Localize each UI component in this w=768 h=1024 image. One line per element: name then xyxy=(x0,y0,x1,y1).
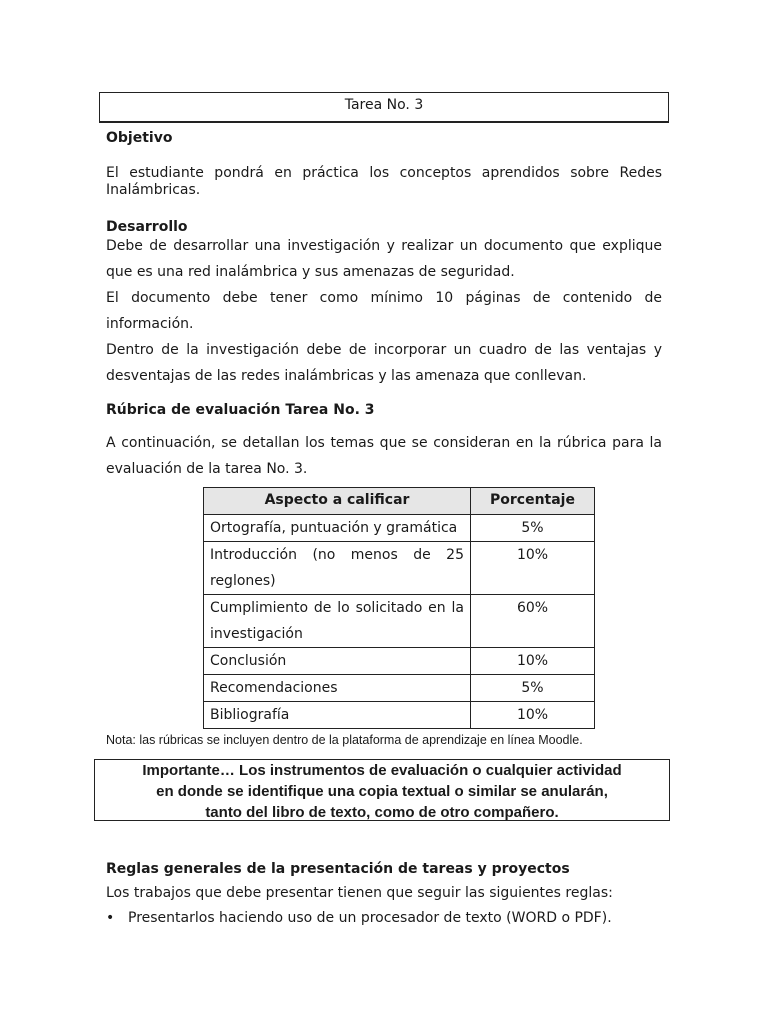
porcentaje-cell: 10% xyxy=(471,702,595,729)
rubric-table xyxy=(203,487,595,729)
aspecto-cell: Introducción (no menos de 25 reglones) xyxy=(204,542,471,595)
important-line: Importante… Los instrumentos de evaluación o cualquier actividad xyxy=(142,762,622,779)
desarrollo-heading: Desarrollo xyxy=(106,219,188,235)
reglas-heading: Reglas generales de la presentación de tareas y proyectos xyxy=(106,861,570,877)
rubrica-heading: Rúbrica de evaluación Tarea No. 3 xyxy=(106,402,375,418)
rubric-note: Nota: las rúbricas se incluyen dentro de la plataforma de aprendizaje en línea Moodle. xyxy=(106,733,583,747)
bullet-icon: • xyxy=(106,910,115,926)
important-notice-box xyxy=(94,759,670,821)
important-line: tanto del libro de texto, como de otro compañero. xyxy=(205,804,559,821)
aspecto-cell: Ortografía, puntuación y gramática xyxy=(204,515,471,542)
porcentaje-cell: 10% xyxy=(471,542,595,595)
porcentaje-cell: 5% xyxy=(471,675,595,702)
important-line: en donde se identifique una copia textual o similar se anularán, xyxy=(156,783,608,800)
aspecto-cell: Cumplimiento de lo solicitado en la investigación xyxy=(204,595,471,648)
list-item xyxy=(106,910,612,926)
rubrica-intro: A continuación, se detallan los temas que se consideran en la rúbrica para la evaluación de la tarea No. 3. xyxy=(106,435,662,477)
table-row xyxy=(204,648,595,675)
reglas-intro: Los trabajos que debe presentar tienen que seguir las siguientes reglas: xyxy=(106,885,613,901)
table-row xyxy=(204,675,595,702)
porcentaje-cell: 60% xyxy=(471,595,595,648)
assignment-title: Tarea No. 3 xyxy=(99,92,669,123)
aspecto-cell: Bibliografía xyxy=(204,702,471,729)
aspecto-cell: Conclusión xyxy=(204,648,471,675)
objetivo-text: El estudiante pondrá en práctica los conceptos aprendidos sobre Redes Inalámbricas. xyxy=(106,165,662,198)
aspecto-cell: Recomendaciones xyxy=(204,675,471,702)
porcentaje-cell: 5% xyxy=(471,515,595,542)
desarrollo-line: Debe de desarrollar una investigación y realizar un documento que explique que es una red inalámbrica y sus amenazas de seguridad. xyxy=(106,238,662,280)
table-row xyxy=(204,542,595,595)
desarrollo-line: Dentro de la investigación debe de incorporar un cuadro de las ventajas y desventajas de las redes inalámbricas y las amenaza que conllevan. xyxy=(106,342,662,384)
table-header-row xyxy=(204,488,595,515)
table-row xyxy=(204,595,595,648)
table-row xyxy=(204,515,595,542)
table-row xyxy=(204,702,595,729)
desarrollo-line: El documento debe tener como mínimo 10 páginas de contenido de información. xyxy=(106,290,662,332)
desarrollo-body xyxy=(106,233,662,389)
list-item-text: Presentarlos haciendo uso de un procesador de texto (WORD o PDF). xyxy=(128,910,612,926)
objetivo-heading: Objetivo xyxy=(106,130,173,146)
column-header-aspecto: Aspecto a calificar xyxy=(204,488,471,515)
column-header-porcentaje: Porcentaje xyxy=(471,488,595,515)
porcentaje-cell: 10% xyxy=(471,648,595,675)
